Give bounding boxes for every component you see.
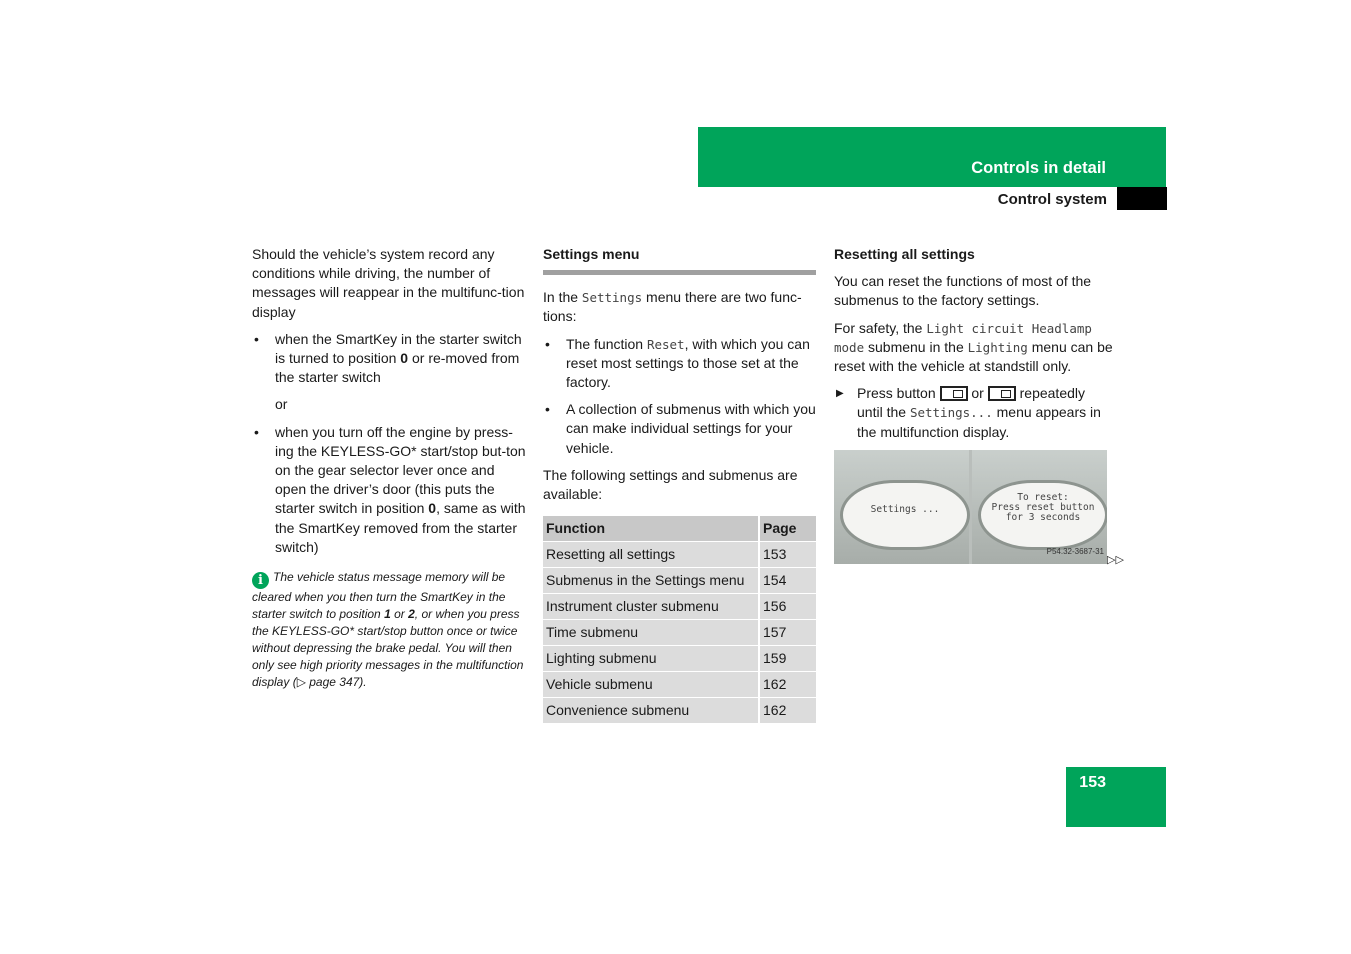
menu-button-icon xyxy=(988,386,1016,401)
table-row xyxy=(543,568,816,594)
function-list xyxy=(543,335,816,458)
list-item xyxy=(543,335,816,393)
display-text: Reset xyxy=(646,336,685,352)
list-item: • A collection of submenus with which you can make individual settings for your vehicle. xyxy=(543,400,816,458)
text: 1 xyxy=(384,607,391,622)
text: 0 xyxy=(400,350,409,367)
display-text: Settings... xyxy=(909,405,993,421)
table-row xyxy=(543,672,816,698)
text: when you turn off the engine by press-ing the KEYLESS-GO* start/stop but-ton on the gear selector lever once and open the driver’s door (this puts the starter switch in position xyxy=(275,423,526,517)
or-text: or xyxy=(275,396,288,413)
table-row xyxy=(543,594,816,620)
heading-rule xyxy=(543,270,816,275)
table-cell: Vehicle submenu xyxy=(543,672,759,698)
text: menu can be reset with the vehicle at standstill only. xyxy=(834,338,1113,375)
paragraph: You can reset the functions of most of the submenus to the factory settings. xyxy=(834,273,1092,309)
table-cell: Convenience submenu xyxy=(543,698,759,724)
table-cell: 153 xyxy=(759,542,816,568)
list-item xyxy=(252,423,527,557)
section-heading: Settings menu xyxy=(543,246,640,262)
section-title: Control system xyxy=(997,191,1107,208)
paragraph: The following settings and submenus are available: xyxy=(543,466,798,503)
display-text: Lighting xyxy=(967,339,1028,355)
settings-table xyxy=(543,516,816,724)
text: 0 xyxy=(428,500,437,517)
text: 2 xyxy=(408,607,415,622)
text: or xyxy=(390,607,409,622)
display-text: Settings ... xyxy=(870,504,940,515)
column-middle xyxy=(543,245,816,724)
table-cell: 162 xyxy=(759,698,816,724)
text: repeatedly until the xyxy=(857,385,1086,421)
instruction-step xyxy=(834,384,1114,442)
continued-arrow-icon: ▷▷ xyxy=(1107,554,1124,566)
page-ref-arrow-icon: ▷ xyxy=(296,675,306,690)
display-text: Settings xyxy=(581,290,643,306)
paragraph xyxy=(834,319,1114,377)
section-marker xyxy=(1117,187,1167,210)
paragraph xyxy=(543,288,816,326)
table-row xyxy=(543,646,816,672)
display-photo xyxy=(834,450,1107,564)
table-cell: Submenus in the Settings menu xyxy=(543,568,759,594)
display-dial xyxy=(840,480,970,550)
table-cell: 162 xyxy=(759,672,816,698)
table-cell: Time submenu xyxy=(543,620,759,646)
list-item xyxy=(252,330,527,388)
table-cell: Lighting submenu xyxy=(543,646,759,672)
page-number: 153 xyxy=(1079,774,1106,791)
table-cell: 156 xyxy=(759,594,816,620)
info-note xyxy=(252,569,527,691)
text: For safety, the xyxy=(834,319,927,336)
condition-list xyxy=(252,330,527,388)
display-panel-reset xyxy=(972,450,1107,564)
intro-text: Should the vehicle’s system record any conditions while driving, the number of messages will reappear in the multifunc-tion display xyxy=(252,246,525,320)
table-header: Page xyxy=(759,516,816,542)
text: In the xyxy=(543,289,582,306)
table-row xyxy=(543,698,816,724)
text: or re-moved from the starter switch xyxy=(275,350,520,386)
image-caption: P54.32-3687-31 xyxy=(1046,546,1104,556)
text: menu appears in the multifunction display. xyxy=(857,404,1101,440)
header-bar xyxy=(698,127,1166,187)
table-header-row xyxy=(543,516,816,542)
text: page 347). xyxy=(305,675,367,690)
display-text: Press reset button xyxy=(991,502,1095,513)
text: submenu in the xyxy=(864,338,968,355)
chapter-title: Controls in detail xyxy=(971,159,1106,177)
info-icon: i xyxy=(252,572,269,589)
display-dial xyxy=(978,480,1107,550)
text: The vehicle status message memory will be cleared when you then turn the SmartKey in the starter switch to position xyxy=(252,570,506,622)
text: menu there are two func-tions: xyxy=(543,289,802,325)
text: Press button xyxy=(857,385,940,402)
column-left xyxy=(252,245,527,691)
table-cell: Instrument cluster submenu xyxy=(543,594,759,620)
text: , or when you press the KEYLESS-GO* start/stop button once or twice without depressing the brake pedal. You will then only see high priority messages in the multifunction display ( xyxy=(252,607,524,690)
display-text: for 3 seconds xyxy=(1005,512,1081,523)
table-cell: 159 xyxy=(759,646,816,672)
table-row xyxy=(543,542,816,568)
display-text: To reset: xyxy=(1017,492,1069,503)
table-cell: 157 xyxy=(759,620,816,646)
table-header: Function xyxy=(543,516,759,542)
menu-button-icon xyxy=(940,386,968,401)
column-right xyxy=(834,245,1114,450)
text: , same as with the SmartKey removed from the starter switch) xyxy=(275,500,526,555)
condition-list-2 xyxy=(252,423,527,557)
page-number-box xyxy=(1066,767,1166,827)
text: The function xyxy=(566,335,647,352)
table-row xyxy=(543,620,816,646)
text: or xyxy=(967,385,988,402)
section-heading: Resetting all settings xyxy=(834,246,975,262)
table-cell: 154 xyxy=(759,568,816,594)
display-panel-settings xyxy=(834,450,969,564)
display-text: Light circuit Headlamp mode xyxy=(834,320,1092,355)
text: , with which you can reset most settings to those set at the factory. xyxy=(566,335,810,391)
table-cell: Resetting all settings xyxy=(543,542,759,568)
text: when the SmartKey in the starter switch is turned to position xyxy=(275,330,522,367)
